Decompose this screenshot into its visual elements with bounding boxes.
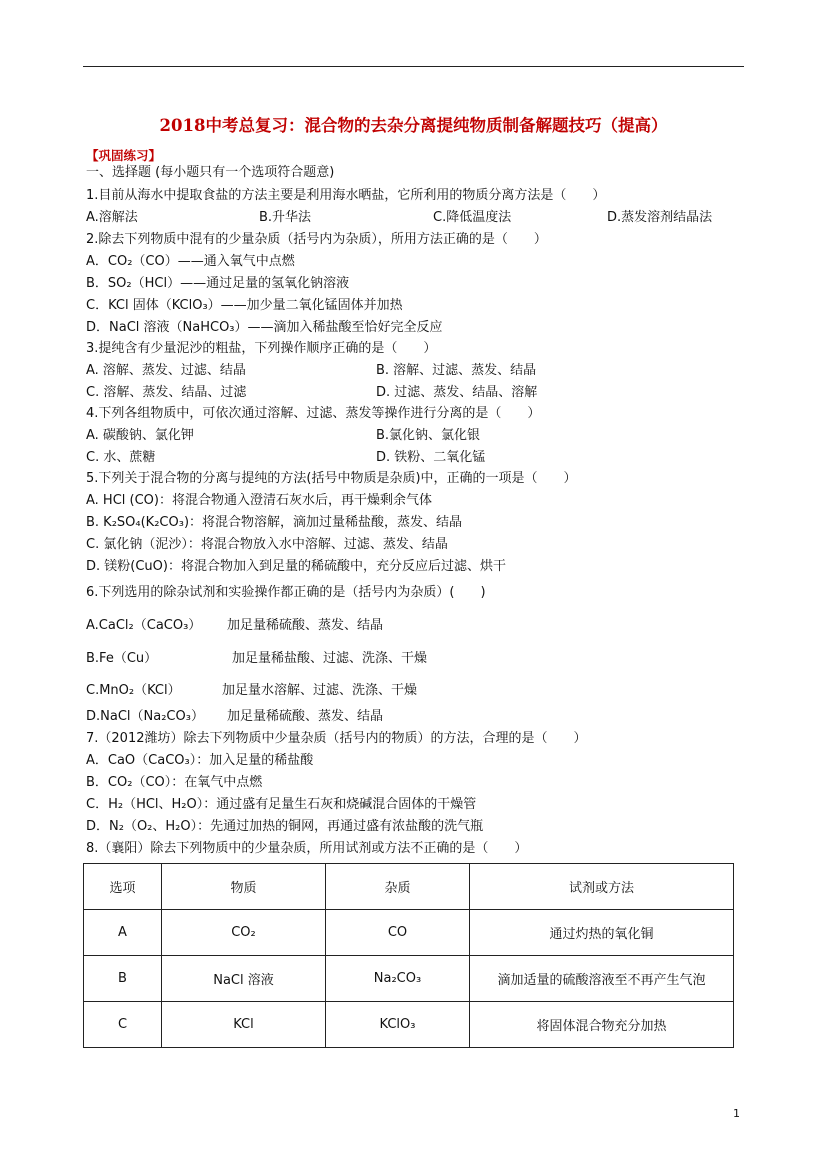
table-row — [84, 956, 734, 1002]
table-cell: KClO₃ — [326, 1002, 470, 1048]
table-header-cell: 选项 — [84, 864, 162, 910]
table-cell: C — [84, 1002, 162, 1048]
table-cell: Na₂CO₃ — [326, 956, 470, 1002]
question-8-stem: 8.（襄阳）除去下列物质中的少量杂质，所用试剂或方法不正确的是（ ） — [86, 841, 528, 856]
question-2-option-a: A．CO₂（CO）——通入氧气中点燃 — [86, 254, 295, 269]
question-7-option-b: B．CO₂（CO）：在氧气中点燃 — [86, 775, 263, 790]
table-row — [84, 1002, 734, 1048]
question-6-option-c-method: 加足量水溶解、过滤、洗涤、干燥 — [222, 683, 418, 698]
question-5-option-c: C. 氯化钠（泥沙）：将混合物放入水中溶解、过滤、蒸发、结晶 — [86, 537, 448, 552]
question-6-option-b-method: 加足量稀盐酸、过滤、洗涤、干燥 — [232, 651, 428, 666]
instructions: 一、选择题 (每小题只有一个选项符合题意) — [86, 165, 335, 180]
question-5-option-d: D. 镁粉(CuO)：将混合物加入到足量的稀硫酸中，充分反应后过滤、烘干 — [86, 559, 506, 574]
question-5-stem: 5.下列关于混合物的分离与提纯的方法(括号中物质是杂质)中，正确的一项是（ ） — [86, 471, 577, 486]
table-header-row — [84, 864, 734, 910]
table-cell: KCl — [162, 1002, 326, 1048]
question-3-stem: 3.提纯含有少量泥沙的粗盐，下列操作顺序正确的是（ ） — [86, 341, 437, 356]
table-cell: B — [84, 956, 162, 1002]
question-6-option-b: B.Fe（Cu） — [86, 651, 158, 666]
question-7-option-a: A．CaO（CaCO₃）：加入足量的稀盐酸 — [86, 753, 314, 768]
table-header-cell: 杂质 — [326, 864, 470, 910]
question-1-option-c: C.降低温度法 — [433, 210, 512, 225]
question-4-option-a: A. 碳酸钠、氯化钾 — [86, 428, 194, 443]
question-1-option-b: B.升华法 — [259, 210, 312, 225]
question-6-option-a-method: 加足量稀硫酸、蒸发、结晶 — [227, 618, 384, 633]
question-5-option-b: B. K₂SO₄(K₂CO₃)：将混合物溶解，滴加过量稀盐酸，蒸发、结晶 — [86, 515, 463, 530]
question-6-option-c: C.MnO₂（KCl） — [86, 683, 181, 698]
table-header-cell: 试剂或方法 — [470, 864, 734, 910]
question-2-option-b: B．SO₂（HCl）——通过足量的氢氧化钠溶液 — [86, 276, 350, 291]
table-row — [84, 910, 734, 956]
question-6-option-a: A.CaCl₂（CaCO₃） — [86, 618, 202, 633]
page-number: 1 — [733, 1107, 740, 1120]
table-cell: A — [84, 910, 162, 956]
question-4-stem: 4.下列各组物质中，可依次通过溶解、过滤、蒸发等操作进行分离的是（ ） — [86, 406, 541, 421]
table-cell: 通过灼热的氧化铜 — [470, 910, 734, 956]
table-cell: 滴加适量的硫酸溶液至不再产生气泡 — [470, 956, 734, 1002]
question-7-option-d: D．N₂（O₂、H₂O）：先通过加热的铜网，再通过盛有浓盐酸的洗气瓶 — [86, 819, 484, 834]
question-4-option-b: B.氯化钠、氯化银 — [376, 428, 481, 443]
question-4-option-c: C. 水、蔗糖 — [86, 450, 156, 465]
question-2-option-c: C．KCl 固体（KClO₃）——加少量二氧化锰固体并加热 — [86, 298, 403, 313]
question-4-option-d: D. 铁粉、二氧化锰 — [376, 450, 486, 465]
table-cell: CO — [326, 910, 470, 956]
question-6-option-d: D.NaCl（Na₂CO₃） — [86, 709, 204, 724]
question-1-stem: 1.目前从海水中提取食盐的方法主要是利用海水晒盐，它所利用的物质分离方法是（ ） — [86, 188, 606, 203]
header-rule — [83, 66, 744, 67]
table-cell: 将固体混合物充分加热 — [470, 1002, 734, 1048]
question-6-stem: 6.下列选用的除杂试剂和实验操作都正确的是（括号内为杂质）( ) — [86, 585, 486, 600]
question-3-option-a: A. 溶解、蒸发、过滤、结晶 — [86, 363, 246, 378]
question-5-option-a: A. HCl (CO)：将混合物通入澄清石灰水后，再干燥剩余气体 — [86, 493, 432, 508]
question-3-option-c: C. 溶解、蒸发、结晶、过滤 — [86, 385, 247, 400]
question-7-option-c: C．H₂（HCl、H₂O）：通过盛有足量生石灰和烧碱混合固体的干燥管 — [86, 797, 477, 812]
question-1-option-a: A.溶解法 — [86, 210, 138, 225]
question-2-stem: 2.除去下列物质中混有的少量杂质（括号内为杂质），所用方法正确的是（ ） — [86, 232, 547, 247]
section-heading: 【巩固练习】 — [86, 148, 162, 163]
question-7-stem: 7.（2012潍坊）除去下列物质中少量杂质（括号内的物质）的方法，合理的是（ ） — [86, 731, 587, 746]
table-cell: NaCl 溶液 — [162, 956, 326, 1002]
question-8-table — [83, 863, 734, 1048]
table-header-cell: 物质 — [162, 864, 326, 910]
question-2-option-d: D．NaCl 溶液（NaHCO₃）——滴加入稀盐酸至恰好完全反应 — [86, 320, 443, 335]
question-3-option-d: D. 过滤、蒸发、结晶、溶解 — [376, 385, 538, 400]
page-title: 2018中考总复习：混合物的去杂分离提纯物质制备解题技巧（提高） — [159, 116, 668, 135]
question-3-option-b: B. 溶解、过滤、蒸发、结晶 — [376, 363, 537, 378]
question-6-option-d-method: 加足量稀硫酸、蒸发、结晶 — [227, 709, 384, 724]
table-cell: CO₂ — [162, 910, 326, 956]
question-1-option-d: D.蒸发溶剂结晶法 — [607, 210, 713, 225]
